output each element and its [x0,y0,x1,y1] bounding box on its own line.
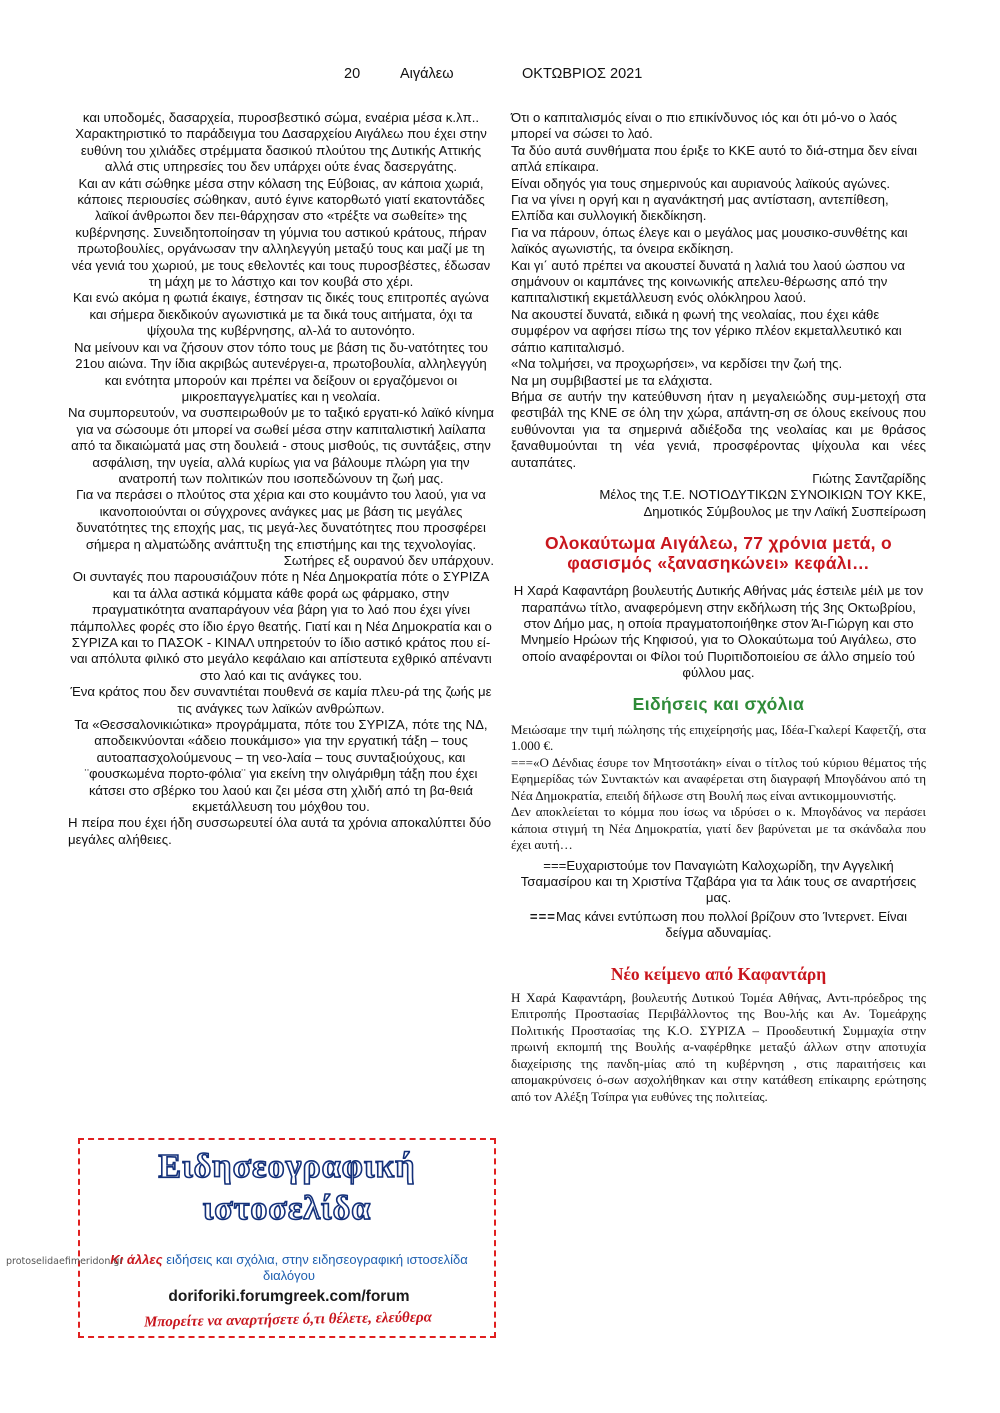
paragraph: Οι συνταγές που παρουσιάζουν πότε η Νέα Δημοκρατία πότε ο ΣΥΡΙΖΑ και τα άλλα αστικά κόμματα κάθε φορά ως φάρμακο, στην πραγματικότητα αναπαράγουν νέα βάρη για το λαό που έχει γίνει πάμπολλες φορές στο ίδιο έργο θεατής. Γιατί και η Νέα Δημοκρατία και ο ΣΥΡΙΖΑ και το ΠΑΣΟΚ - ΚΙΝΑΛ υπηρετούν το ίδιο αστικό κράτος που εί-ναι απόλυτα φιλικό στο μεγάλο κεφάλαιο και απίστευτα εχθρικό απέναντι στο λαό και τις ανάγκες του. [70,569,492,683]
ad-title-line2: ιστοσελίδα [202,1190,372,1227]
separator-marker: === [529,908,557,924]
news-thanks [511,858,926,942]
paragraph: Για να γίνει η οργή και η αγανάκτησή μας αντίσταση, αντεπίθεση, Ελπίδα και συλλογική διεκδίκηση. [511,192,889,224]
paragraph: Να μη συμβιβαστεί με τα ελάχιστα. [511,372,713,388]
left-column [68,110,494,848]
author-role: Δημοτικός Σύμβουλος με την Λαϊκή Συσπείρωση [643,503,926,519]
news-body [511,722,926,854]
paragraph: Για να περάσει ο πλούτος στα χέρια και στο κουμάντο του λαού, για να ικανοποιούνται οι σύγχρονες ανάγκες μας με βάση τις μεγάλες δυνατότητες της εποχής μας, τις μεγά-λες δυνατότητες που προσφέρει σήμερα η αλματώδης ανάπτυξη της επιστήμης και της τεχνολογίας. [76,487,486,552]
ad-title-line1: Ειδησεογραφική [158,1148,416,1185]
ad-description: Κι άλλες ειδήσεις και σχόλια, στην ειδησεογραφική ιστοσελίδα διαλόγου [110,1252,468,1283]
paragraph: Και ενώ ακόμα η φωτιά έκαιγε, έστησαν τις δικές τους επιτροπές αγώνα και σήμερα διεκδικούν αγωνιστικά με τα δικά τους αιτήματα, όχι τα ψίχουλα της κυβέρνησης, αλ-λά το αυτονόητο. [73,290,489,339]
news-headline: Ειδήσεις και σχόλια [632,693,805,714]
paragraph: Τα «Θεσσαλονικιώτικα» προγράμματα, πότε του ΣΥΡΙΖΑ, πότε της ΝΔ, αποδεικνύονται «άδειο πουκάμισο» για την εργατική τάξη – τους αυτοαπασχολούμενους – τη νεο-λαία – τους συνταξιούχους, και ¨φουσκωμένα πορτο-φόλια¨ για εκείνη την ολιγάριθμη τάξη που έχει κάτσει στο σβέρκο του λαού και ζει μέσα στη χλιδή από τη βα-θειά εκμετάλλευση του μόχθου του. [74,717,488,815]
paragraph: Και γι΄ αυτό πρέπει να ακουστεί δυνατά η λαλιά του λαού ώσπου να σημάνουν οι καμπάνες της κοινωνικής απελευ-θέρωσης από την καπιταλιστική εκμετάλλευση ενός ολόκληρου λαού. [511,257,905,306]
author-role: Μέλος της Τ.Ε. ΝΟΤΙΟΔΥΤΙΚΩΝ ΣΥΝΟΙΚΙΩΝ ΤΟΥ ΚΚΕ, [599,487,926,503]
page-number: 20 [344,66,361,82]
paragraph: «Να τολμήσει, να προχωρήσει», να κερδίσει την ζωή της. [511,356,843,372]
website-ad-box [78,1138,496,1338]
paragraph: Για να πάρουν, όπως έλεγε και ο μεγάλος μας μουσικο-συνθέτης και λαϊκός αγωνιστής, τα όνειρα εκδίκηση. [511,224,908,257]
paragraph: Να μείνουν και να ζήσουν στον τόπο τους με βάση τις δυ-νατότητες του 21ου αιώνα. Την ίδια ακριβώς αυτενέργει-α, πρωτοβουλία, αλληλεγγύη και ενότητα μπορούν και πρέπει να δείξουν οι εργαζόμενοι οι μικροεπαγγελματίες και η νεολαία. [74,339,488,404]
news-item: Δεν αποκλείεται το κόμμα που ίσως να ιδρύσει ο κ. Μπογδάνος να περάσει κάποια στιγμή τη Νέα Δημοκρατία, γιατί δεν βαρύνεται με τα σκάνδαλα που έχει αυτή… [511,804,926,853]
ad-slogan: Μπορείτε να αναρτήσετε ό,τι θέλετε, ελεύθερα [143,1309,433,1331]
author-name: Γιώτης Σαντζαρίδης [812,470,926,486]
news-item: ===Ευχαριστούμε τον Παναγιώτη Καλοχωρίδη, την Αγγελική Τσαμασίρου και τη Χριστίνα Τζαβάρα για τα λάικ τους σε αναρτήσεις μας. [520,857,917,906]
paragraph: Να ακουστεί δυνατά, ειδικά η φωνή της νεολαίας, που έχει κάθε συμφέρον να αφήσει πίσω της τον γέρικο πλέον εκμεταλλευτικό και σάπιο καπιταλισμό. [511,306,902,355]
paragraph: Τα δύο αυτά συνθήματα που έριξε το ΚΚΕ αυτό το διά-στημα δεν είναι απλά επίκαιρα. [511,142,918,175]
paragraph: Ένα κράτος που δεν συναντιέται πουθενά σε καμία πλευ-ρά της ζωής με τις ανάγκες των λαϊκών ανθρώπων. [70,684,492,716]
ad-url-link[interactable]: doriforiki.forumgreek.com/forum [168,1288,410,1305]
paragraph: Είναι οδηγός για τους σημερινούς και αυριανούς λαϊκούς αγώνες. [511,175,891,191]
kafantari-body: Η Χαρά Καφαντάρη, βουλευτής Δυτικού Τομέα Αθήνας, Αντι-πρόεδρος της Επιτροπής Προστασίας Περιβάλλοντος της Βου-λής και Αν. Τομεάρχης Πολιτικής Προστασίας της Κ.Ο. ΣΥΡΙΖΑ – Προοδευτική Συμμαχία στην πρωινή εκπομπή της Βουλής α-ναφέρθηκε μεταξύ άλλων στην αποτυχία διαχείρισης της πανδη-μίας από τη κυβέρνηση , στις παραιτήσεις και απομακρύνσεις ό-σων ασχολήθηκαν και στην κατάθεση επίκαιρης ερώτησης από τον Αλέξη Τσίπρα για ευθύνες της πολιτείας. [511,989,926,1104]
kafantari-headline: Νέο κείμενο από Καφαντάρη [610,963,827,984]
paragraph: Να συμπορευτούν, να συσπειρωθούν με το ταξικό εργατι-κό λαϊκό κίνημα για να σώσουμε ότι μπορεί να σωθεί μέσα στην καπιταλιστική λαίλαπα από τα δικαιώματά μας στη δουλειά - στους μισθούς, τις συντάξεις, στην ασφάλιση, την υγεία, αλλά κυρίως για να βάλουμε πλώρη για την ανατροπή των πολιτικών που ισοπεδώνουν τη ζωή μας. [68,405,494,486]
right-column [511,110,926,1105]
section-name: Αιγάλεω [400,66,454,82]
news-item: ===«Ο Δένδιας έσυρε τον Μητσοτάκη» είναι ο τίτλος τού κύριου θέματος τής Εφημερίδας τών Συντακτών και αναφέρεται στη διαγραφή Μπογδάνου από τη Νέα Δημοκρατία, επειδή δήλωσε στη Βουλή πως είναι αντικομμουνιστής. [511,754,926,803]
kafantari-body-wrap [511,990,926,1106]
news-item: Μειώσαμε την τιμή πώλησης τής επιχείρησής μας, Ιδέα-Γκαλερί Καφετζή, στα 1.000 €. [511,721,926,754]
issue-date: ΟΚΤΩΒΡΙΟΣ 2021 [522,66,643,82]
paragraph: Ότι ο καπιταλισμός είναι ο πιο επικίνδυνος ιός και ότι μό-νο ο λαός μπορεί να σώσει το λαό. [511,110,898,142]
holocaust-headline: Ολοκαύτωμα Αιγάλεω, 77 χρόνια μετά, ο φασισμός «ξανασηκώνει» κεφάλι… [544,533,892,573]
holocaust-body: Η Χαρά Καφαντάρη βουλευτής Δυτικής Αθήνας μάς έστειλε μέιλ με τον παραπάνω τίτλο, αναφερόμενη στην εκδήλωση τής 3ης Οκτωβρίου, στον Δήμο μας, η οποία πραγματοποιήθηκε στον Άι-Γιώργη και στο Μνημείο Ηρώων τής Κηφισού, για το Ολοκαύτωμα τού Αιγάλεω, στο οποίο αναφέρονται οι Φίλοι τού Πυριτιδοποιείου σε άλλο σημείο τού φύλλου μας. [513,583,924,681]
news-item: ===Μας κάνει εντύπωση που πολλοί βρίζουν στο Ίντερνετ. Είναι δείγμα αδυναμίας. [529,908,908,941]
paragraph: Σωτήρες εξ ουρανού δεν υπάρχουν. [283,552,494,568]
page-header [0,66,1000,88]
paragraph: Και αν κάτι σώθηκε μέσα στην κόλαση της Εύβοιας, αν κάποια χωριά, κάποιες περιουσίες σώθηκαν, αυτό έγινε κατορθωτό γιατί εκατοντάδες λαϊκοί άνθρωποι δεν πει-θάρχησαν στο «τρέξτε να σωθείτε» της κυβέρνησης. Συνειδητοποίησαν τη γύμνια του αστικού κράτους, πήραν πρωτοβουλίες, οργάνωσαν την αλληλεγγύη μεταξύ τους και μαζί με τη νέα γενιά του χωριού, με τους εθελοντές και τους πυροσβέστες, έδωσαν τη μάχη με το λάστιχο και τον κουβά στο χέρι. [71,175,491,290]
paragraph: Η πείρα που έχει ήδη συσσωρευτεί όλα αυτά τα χρόνια αποκαλύπτει δύο μεγάλες αλήθειες. [68,815,492,847]
paragraph: Βήμα σε αυτήν την κατεύθυνση ήταν η μεγαλειώδης συμ-μετοχή στα φεστιβάλ της ΚΝΕ σε όλη την χώρα, απάντη-ση σε όλους εκείνους που ευθύνονται για τα σημερινά αδιέξοδα της νεολαίας και με θράσος ξαναθυμούνται τη νέα γενιά, προσφέροντας ψίχουλα και νέες αυταπάτες. [511,388,926,470]
paragraph: Χαρακτηριστικό το παράδειγμα του Δασαρχείου Αιγάλεω που έχει στην ευθύνη του χιλιάδες στρέμματα δασικού πλούτου της Δυτικής Αττικής αλλά στις υπηρεσίες του δεν υπάρχει ούτε ένας δασεργάτης. [75,126,487,175]
watermark: protoselidaefimeridon.gr [6,1256,124,1267]
paragraph: και υποδομές, δασαρχεία, πυροσβεστικό σώμα, εναέρια μέσα κ.λπ.. [82,110,480,125]
